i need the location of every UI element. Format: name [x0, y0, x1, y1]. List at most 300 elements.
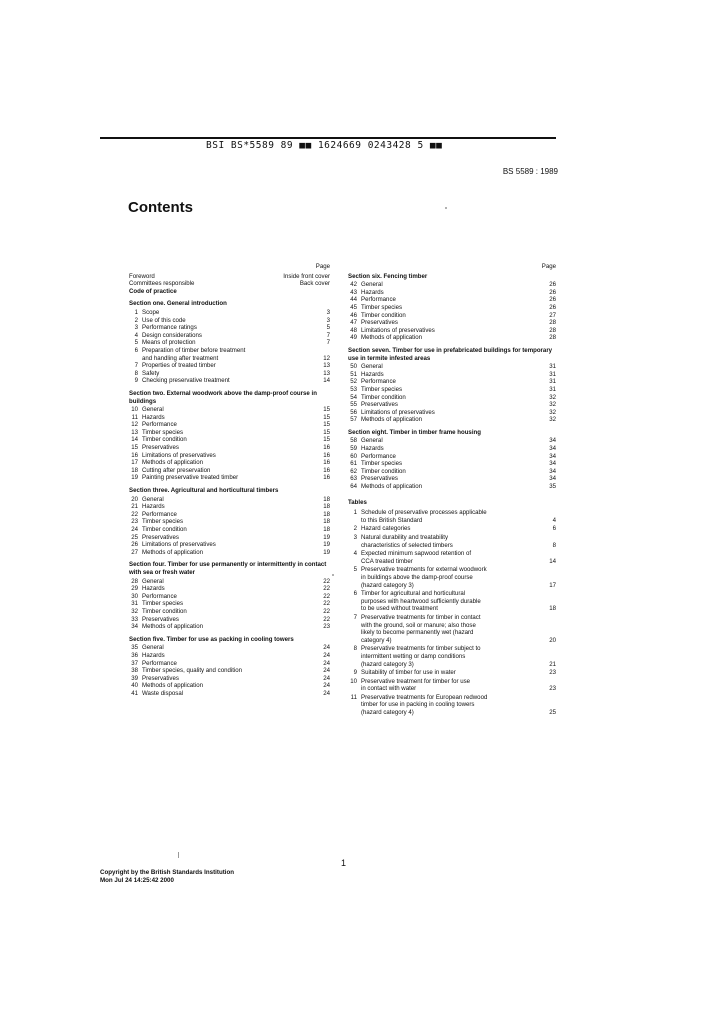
- table-entry: [348, 550, 556, 565]
- section-heading: Section two. External woodwork above the damp-proof course in buildings: [129, 389, 317, 405]
- contents-entry: [129, 309, 330, 317]
- contents-entry: [129, 518, 330, 526]
- entry-page: 24: [323, 659, 330, 667]
- entry-number: 50: [350, 363, 357, 371]
- entry-number: 44: [350, 296, 357, 304]
- entry-title: Timber species, quality and condition: [142, 667, 243, 675]
- entry-title: [361, 694, 546, 717]
- entry-number: 41: [131, 689, 138, 697]
- entry-title-line: in contact with water: [361, 685, 417, 693]
- document-id-strip: BSI BS*5589 89 ■■ 1624669 0243428 5 ■■: [206, 140, 443, 151]
- section-heading: Section three. Agricultural and horticultural timbers: [129, 487, 279, 495]
- entry-title: Hazards: [142, 585, 165, 593]
- entry-number: 9: [353, 669, 357, 677]
- contents-entry: [129, 436, 330, 444]
- page-number: 1: [341, 858, 347, 868]
- entry-page: 22: [323, 592, 330, 600]
- contents-entry: [129, 526, 330, 534]
- entry-title: Painting preservative treated timber: [142, 474, 239, 482]
- contents-entry: [348, 312, 556, 320]
- entry-title: Preservatives: [361, 475, 398, 483]
- entry-title: General: [361, 437, 383, 445]
- entry-page: 23: [549, 685, 556, 693]
- contents-entry: [129, 339, 330, 347]
- entry-number: 28: [131, 577, 138, 585]
- contents-entry: [129, 593, 330, 601]
- entry-number: 36: [131, 651, 138, 659]
- contents-entry: [348, 327, 556, 335]
- entry-number: 64: [350, 483, 357, 491]
- contents-entry: [348, 296, 556, 304]
- contents-entry: [348, 394, 556, 402]
- entry-title: Timber condition: [361, 311, 406, 319]
- entry-page: 19: [323, 533, 330, 541]
- contents-entry: [129, 600, 330, 608]
- front-matter-entry: [129, 273, 330, 281]
- entry-title: Limitations of preservatives: [361, 408, 435, 416]
- table-entry: [348, 694, 556, 717]
- entry-page: 8: [552, 541, 556, 549]
- contents-entry: [129, 667, 330, 675]
- entry-title: General: [361, 281, 383, 289]
- contents-entry: [348, 363, 556, 371]
- section-heading: Section eight. Timber in timber frame housing: [348, 428, 481, 436]
- contents-entry: [348, 445, 556, 453]
- entry-page: 3: [326, 308, 330, 316]
- entry-number: 14: [131, 436, 138, 444]
- entry-title: Waste disposal: [142, 689, 184, 697]
- entry-title: Performance: [361, 452, 396, 460]
- entry-page: 32: [549, 416, 556, 424]
- entry-page: 26: [549, 303, 556, 311]
- entry-title: Hazards: [142, 651, 165, 659]
- entry-page: 22: [323, 607, 330, 615]
- entry-title: Performance: [361, 296, 396, 304]
- footer-copyright: Copyright by the British Standards Institution: [100, 869, 235, 876]
- contents-entry: [129, 355, 330, 363]
- entry-page: 13: [323, 362, 330, 370]
- entry-page: 18: [323, 526, 330, 533]
- entry-page: 28: [549, 326, 556, 334]
- contents-entry: [348, 460, 556, 468]
- entry-number: 58: [350, 437, 357, 445]
- entry-number: 4: [353, 550, 357, 558]
- entry-number: 56: [350, 408, 357, 416]
- entry-title: Timber species: [361, 303, 403, 311]
- contents-entry: [129, 682, 330, 690]
- entry-page: 16: [323, 466, 330, 474]
- entry-title: Timber species: [142, 518, 184, 526]
- footer-timestamp: Mon Jul 24 14:25:42 2000: [100, 876, 174, 884]
- entry-title: Hazards: [142, 413, 165, 421]
- entry-title: Timber condition: [142, 526, 187, 533]
- entry-title-line: category 4): [361, 636, 392, 644]
- entry-title-line: Timber for agricultural and horticultural: [361, 590, 466, 598]
- contents-entry: [129, 578, 330, 586]
- scan-speck: [332, 574, 334, 576]
- entry-number: 11: [350, 693, 357, 701]
- contents-entry: [129, 421, 330, 429]
- entry-number: 2: [353, 525, 357, 533]
- entry-page: 19: [323, 548, 330, 556]
- entry-page: 14: [549, 557, 556, 565]
- entry-page: 31: [549, 370, 556, 378]
- header-rule: [100, 137, 556, 139]
- entry-title: Methods of application: [142, 459, 203, 467]
- entry-number: 9: [134, 377, 138, 385]
- entry-page: 15: [323, 421, 330, 429]
- contents-entry: [129, 511, 330, 519]
- entry-number: 49: [350, 334, 357, 342]
- contents-entry: [129, 585, 330, 593]
- entry-title: Methods of application: [142, 623, 203, 631]
- entry-number: 46: [350, 311, 357, 319]
- entry-page: 22: [323, 585, 330, 593]
- entry-number: 62: [350, 467, 357, 475]
- entry-number: 8: [353, 645, 357, 653]
- entry-page: 16: [323, 459, 330, 467]
- entry-number: 33: [131, 615, 138, 623]
- entry-page: 22: [323, 615, 330, 623]
- entry-page: 34: [549, 452, 556, 460]
- entry-number: 59: [350, 445, 357, 453]
- entry-title: Hazards: [361, 288, 384, 296]
- entry-title: Performance: [142, 659, 177, 667]
- contents-right-column: [348, 263, 556, 718]
- entry-title-line: to this British Standard: [361, 516, 423, 524]
- entry-number: 61: [350, 460, 357, 468]
- contents-entry: [129, 317, 330, 325]
- entry-number: 30: [131, 592, 138, 600]
- entry-page: 16: [323, 451, 330, 459]
- entry-page: 28: [549, 334, 556, 342]
- entry-title-line: Natural durability and treatability: [361, 534, 449, 541]
- entry-title: [361, 614, 546, 644]
- entry-title-line: CCA treated timber: [361, 557, 413, 565]
- entry-number: 42: [350, 281, 357, 289]
- entry-number: 10: [131, 406, 138, 414]
- tables-heading: Tables: [348, 498, 367, 506]
- entry-title: Timber condition: [142, 436, 187, 444]
- entry-number: 21: [131, 503, 138, 511]
- entry-title: Limitations of preservatives: [142, 451, 216, 459]
- entry-title: Preservatives: [142, 674, 179, 682]
- entry-page: 34: [549, 460, 556, 468]
- contents-entry: [348, 453, 556, 461]
- contents-entry: [129, 644, 330, 652]
- entry-number: 6: [353, 590, 357, 598]
- entry-number: 63: [350, 475, 357, 483]
- entry-title: [361, 669, 546, 677]
- contents-entry: [129, 474, 330, 482]
- contents-entry: [129, 467, 330, 475]
- entry-number: 1: [353, 509, 357, 517]
- entry-page: 18: [323, 495, 330, 503]
- entry-page: 4: [552, 516, 556, 524]
- front-matter-entry: [129, 280, 330, 288]
- entry-title-line: Preservative treatments for external woodwork: [361, 566, 487, 574]
- entry-page: 17: [549, 581, 556, 589]
- entry-number: 47: [350, 319, 357, 327]
- contents-entry: [348, 289, 556, 297]
- entry-page: 34: [549, 445, 556, 453]
- contents-entry: [129, 675, 330, 683]
- contents-entry: [129, 616, 330, 624]
- entry-number: 7: [353, 613, 357, 621]
- entry-title-line: (hazard category 3): [361, 581, 414, 589]
- entry-title-line: intermittent wetting or damp conditions: [361, 652, 466, 660]
- contents-entry: [129, 429, 330, 437]
- contents-entry: [129, 549, 330, 557]
- entry-title: General: [142, 577, 164, 585]
- entry-title-line: Preservative treatment for timber for use: [361, 677, 471, 685]
- entry-page: 18: [549, 605, 556, 613]
- entry-number: 55: [350, 401, 357, 409]
- contents-entry: [348, 468, 556, 476]
- contents-entry: [348, 334, 556, 342]
- entry-title: Foreword: [129, 272, 155, 280]
- standard-number: BS 5589 : 1989: [502, 167, 558, 176]
- contents-entry: [129, 608, 330, 616]
- page-column-label: Page: [541, 263, 556, 270]
- entry-page: 34: [549, 475, 556, 483]
- entry-page: 15: [323, 428, 330, 436]
- entry-page: 26: [549, 288, 556, 296]
- contents-entry: [129, 623, 330, 631]
- entry-number: 12: [131, 421, 138, 429]
- entry-page: 14: [323, 377, 330, 385]
- contents-entry: [129, 690, 330, 698]
- entry-page: 12: [323, 354, 330, 362]
- contents-entry: [129, 496, 330, 504]
- entry-title: [361, 509, 550, 524]
- entry-title: Timber species: [361, 385, 403, 393]
- entry-title: Committees responsible: [129, 280, 195, 288]
- entry-title: [361, 534, 550, 549]
- entry-page: 31: [549, 378, 556, 386]
- entry-title: Properties of treated timber: [142, 362, 216, 370]
- entry-page: 3: [326, 316, 330, 324]
- entry-title-line: with the ground, soil or manure; also those: [361, 621, 476, 629]
- section-heading: Section five. Timber for use as packing in cooling towers: [129, 635, 294, 643]
- entry-title: [361, 550, 546, 565]
- entry-page: 18: [323, 510, 330, 518]
- entry-title-line: purposes with heartwood sufficiently durable: [361, 597, 481, 605]
- entry-number: 16: [131, 451, 138, 459]
- entry-page: 15: [323, 413, 330, 421]
- entry-title: Preservatives: [361, 319, 398, 327]
- contents-entry: [129, 452, 330, 460]
- entry-page: Back cover: [299, 280, 330, 288]
- entry-title: Preservatives: [142, 533, 179, 541]
- entry-number: 29: [131, 585, 138, 593]
- entry-page: 23: [549, 669, 556, 677]
- table-entry: [348, 534, 556, 549]
- entry-number: 54: [350, 393, 357, 401]
- contents-entry: [129, 406, 330, 414]
- entry-number: 38: [131, 667, 138, 675]
- contents-entry: [348, 416, 556, 424]
- entry-page: 19: [323, 541, 330, 549]
- entry-number: 22: [131, 510, 138, 518]
- entry-number: 4: [134, 331, 138, 339]
- contents-entry: [129, 370, 330, 378]
- entry-title: Performance: [361, 378, 396, 386]
- entry-title: Preservatives: [142, 615, 179, 623]
- contents-entry: [348, 437, 556, 445]
- entry-title: Timber condition: [361, 393, 406, 401]
- entry-page: 22: [323, 577, 330, 585]
- entry-page: 7: [326, 339, 330, 347]
- entry-title: and handling after treatment: [142, 354, 219, 362]
- entry-page: Inside front cover: [283, 272, 330, 280]
- contents-entry: [348, 401, 556, 409]
- entry-page: 24: [323, 689, 330, 697]
- entry-number: 32: [131, 607, 138, 615]
- entry-page: 34: [549, 437, 556, 445]
- scan-speck: [445, 207, 447, 209]
- contents-left-column: [129, 263, 330, 697]
- entry-number: 7: [134, 362, 138, 370]
- entry-number: 19: [131, 474, 138, 482]
- section-heading: Section one. General introduction: [129, 300, 227, 308]
- entry-page: 15: [323, 406, 330, 414]
- entry-title: General: [142, 644, 164, 652]
- entry-title: Hazards: [361, 445, 384, 453]
- contents-entry: [348, 371, 556, 379]
- contents-entry: [129, 652, 330, 660]
- entry-title: Methods of application: [361, 416, 422, 424]
- entry-number: 34: [131, 623, 138, 631]
- entry-number: 17: [131, 459, 138, 467]
- entry-title-line: timber for use in packing in cooling towers: [361, 701, 475, 709]
- entry-number: 10: [350, 677, 357, 685]
- entry-title: Performance: [142, 592, 177, 600]
- contents-entry: [129, 660, 330, 668]
- entry-title: Hazards: [361, 370, 384, 378]
- entry-number: 6: [134, 346, 138, 354]
- entry-title: Use of this code: [142, 316, 186, 324]
- entry-title-line: likely to become permanently wet (hazard: [361, 629, 474, 637]
- entry-number: 26: [131, 541, 138, 549]
- entry-number: 3: [134, 324, 138, 332]
- page-title: Contents: [128, 199, 193, 216]
- entry-title: Preservatives: [142, 444, 179, 452]
- entry-number: 20: [131, 495, 138, 503]
- entry-title: Timber species: [142, 600, 184, 608]
- entry-number: 15: [131, 444, 138, 452]
- table-entry: [348, 614, 556, 644]
- entry-page: 20: [549, 636, 556, 644]
- entry-title-line: Schedule of preservative processes applicable: [361, 509, 487, 517]
- entry-number: 39: [131, 674, 138, 682]
- contents-entry: [348, 304, 556, 312]
- entry-title: Methods of application: [142, 682, 203, 690]
- contents-entry: [129, 332, 330, 340]
- entry-title: Means of protection: [142, 339, 196, 347]
- entry-title-line: in buildings above the damp-proof course: [361, 573, 473, 581]
- entry-title: Preservatives: [361, 401, 398, 409]
- entry-title-line: Suitability of timber for use in water: [361, 669, 456, 677]
- contents-entry: [129, 534, 330, 542]
- entry-page: 32: [549, 393, 556, 401]
- entry-page: 28: [549, 319, 556, 327]
- entry-page: 26: [549, 281, 556, 289]
- entry-number: 27: [131, 548, 138, 556]
- entry-page: 31: [549, 363, 556, 371]
- section-heading: Section six. Fencing timber: [348, 272, 428, 280]
- entry-number: 5: [353, 566, 357, 574]
- entry-number: 31: [131, 600, 138, 608]
- entry-number: 18: [131, 466, 138, 474]
- entry-number: 23: [131, 518, 138, 526]
- entry-page: 24: [323, 682, 330, 690]
- entry-title: Timber condition: [142, 607, 187, 615]
- entry-number: 45: [350, 303, 357, 311]
- entry-title: Methods of application: [361, 334, 422, 342]
- table-entry: [348, 645, 556, 668]
- entry-title: Safety: [142, 369, 160, 377]
- entry-title: Limitations of preservatives: [361, 326, 435, 334]
- entry-page: 23: [323, 623, 330, 631]
- contents-entry: [348, 475, 556, 483]
- entry-title: Performance: [142, 421, 177, 429]
- entry-number: 53: [350, 385, 357, 393]
- contents-entry: [129, 377, 330, 385]
- entry-page: 27: [549, 311, 556, 319]
- entry-number: 11: [131, 413, 138, 421]
- entry-number: 43: [350, 288, 357, 296]
- entry-number: 8: [134, 369, 138, 377]
- entry-title: Preparation of timber before treatment: [142, 346, 246, 354]
- footer: [100, 869, 234, 885]
- contents-entry: [129, 347, 330, 355]
- entry-number: 52: [350, 378, 357, 386]
- contents-entry: [348, 281, 556, 289]
- table-entry: [348, 525, 556, 533]
- contents-entry: [129, 362, 330, 370]
- entry-page: 15: [323, 436, 330, 444]
- table-entry: [348, 669, 556, 677]
- section-heading: Section four. Timber for use permanently or intermittently in contact with sea or fresh water: [129, 561, 327, 576]
- entry-title-line: Hazard categories: [361, 525, 411, 533]
- entry-page: 18: [323, 503, 330, 511]
- entry-title: Scope: [142, 308, 160, 316]
- entry-page: 26: [549, 296, 556, 304]
- entry-title-line: Preservative treatments for European redwood: [361, 693, 488, 701]
- entry-number: 37: [131, 659, 138, 667]
- entry-title: Timber species: [361, 460, 403, 468]
- entry-page: 24: [323, 651, 330, 659]
- contents-entry: [348, 386, 556, 394]
- entry-page: 32: [549, 408, 556, 416]
- entry-title: [361, 525, 550, 533]
- contents-entry: [129, 324, 330, 332]
- entry-page: 31: [549, 385, 556, 393]
- entry-number: 48: [350, 326, 357, 334]
- entry-number: 51: [350, 370, 357, 378]
- entry-number: 60: [350, 452, 357, 460]
- contents-entry: [348, 378, 556, 386]
- entry-number: 5: [134, 339, 138, 347]
- contents-entry: [348, 483, 556, 491]
- table-entry: [348, 590, 556, 613]
- entry-page: 18: [323, 518, 330, 526]
- entry-number: 3: [353, 534, 357, 541]
- entry-title: Performance: [142, 510, 177, 518]
- entry-page: 22: [323, 600, 330, 608]
- contents-entry: [129, 414, 330, 422]
